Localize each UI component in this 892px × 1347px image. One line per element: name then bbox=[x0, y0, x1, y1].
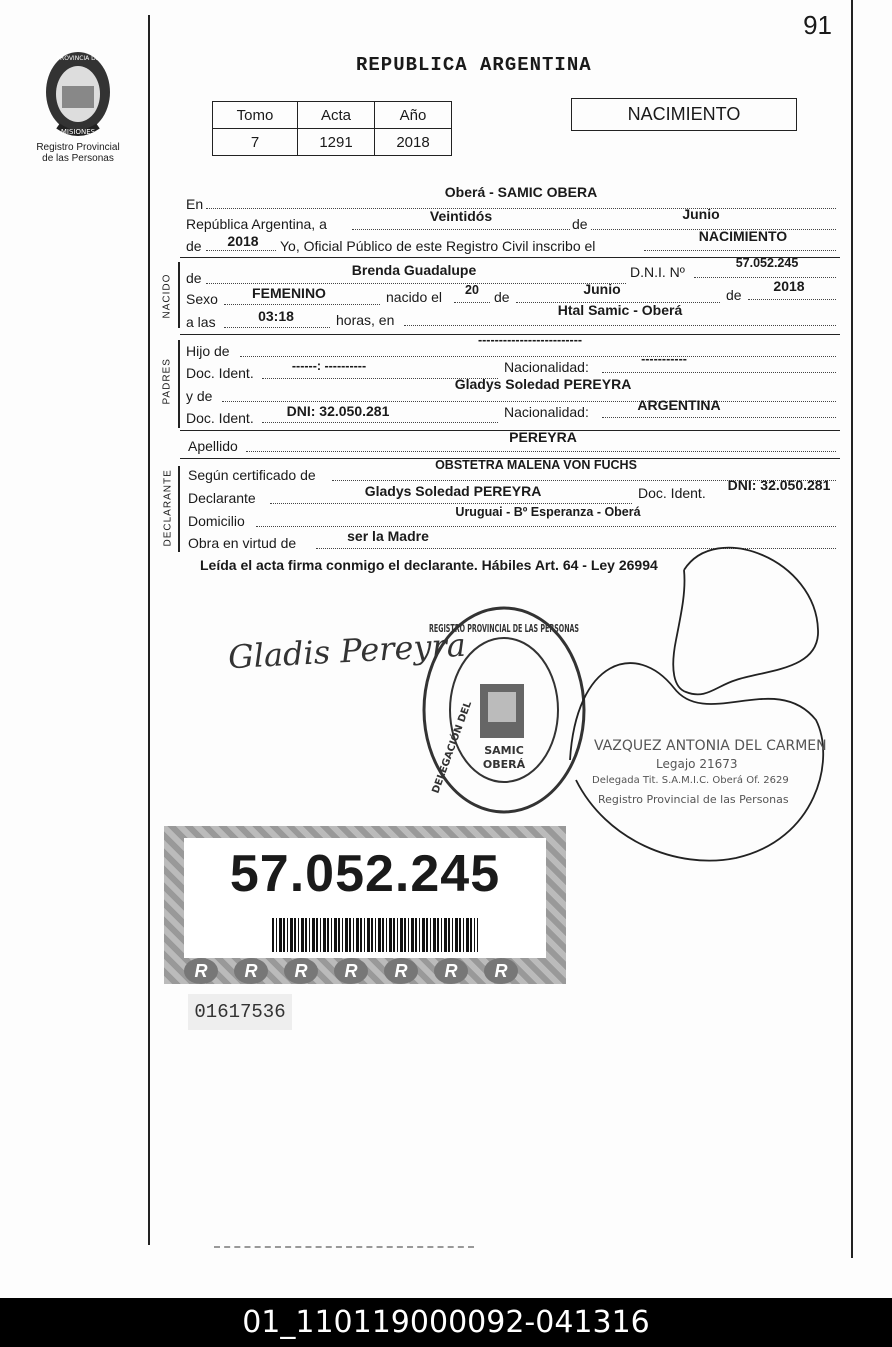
sexo-label: Sexo bbox=[186, 291, 218, 307]
father-nat-label: Nacionalidad: bbox=[504, 359, 589, 375]
certificado-label: Según certificado de bbox=[188, 467, 316, 483]
dni-value: 57.052.245 bbox=[735, 256, 799, 270]
r-emblem-icon: R bbox=[384, 958, 418, 984]
apellido-label: Apellido bbox=[188, 438, 238, 454]
seal-center-top: SAMIC bbox=[484, 744, 524, 757]
right-margin-line bbox=[851, 0, 853, 1258]
registry-table bbox=[212, 101, 452, 156]
father-doc-label: Doc. Ident. bbox=[186, 365, 254, 381]
bottom-dashes bbox=[214, 1246, 474, 1248]
obra-label: Obra en virtud de bbox=[188, 535, 297, 551]
logo-caption: Registro Provincial de las Personas bbox=[36, 142, 120, 164]
r-emblem-icon: R bbox=[284, 958, 318, 984]
acta-header: Acta bbox=[298, 102, 375, 129]
declarante-value: Gladys Soledad PEREYRA bbox=[364, 483, 542, 499]
anio-value: 2018 bbox=[375, 129, 452, 156]
tomo-value: 7 bbox=[213, 129, 298, 156]
seal-ring-left: DELEGACIÓN DEL bbox=[430, 699, 475, 796]
declarante-side-label: DECLARANTE bbox=[162, 469, 174, 547]
oficial-label: Yo, Oficial Público de este Registro Civil inscribo el bbox=[280, 238, 596, 254]
stamp-org: Registro Provincial de las Personas bbox=[598, 793, 789, 806]
hijo-de-label: Hijo de bbox=[186, 343, 230, 359]
acta-value: 1291 bbox=[298, 129, 375, 156]
dni-barcode-card bbox=[164, 826, 566, 984]
obra-value: ser la Madre bbox=[347, 528, 429, 544]
declarant-signature: Gladis Pereyra bbox=[227, 625, 467, 677]
mother-doc: DNI: 32.050.281 bbox=[286, 403, 390, 419]
de-label: de bbox=[572, 216, 588, 232]
day-value: Veintidós bbox=[429, 208, 493, 224]
stamp-legajo: Legajo 21673 bbox=[656, 757, 738, 771]
sexo-value: FEMENINO bbox=[252, 285, 326, 301]
logo-text-top: PROVINCIA DE bbox=[56, 55, 100, 62]
nacido-el-label: nacido el bbox=[386, 289, 443, 305]
closing-text: Leída el acta firma conmigo el declarante. Hábiles Art. 64 - Ley 26994 bbox=[200, 557, 658, 573]
province-logo bbox=[36, 46, 120, 140]
child-name: Brenda Guadalupe bbox=[351, 262, 477, 278]
a-las-label: a las bbox=[186, 314, 216, 330]
apellido-value: PEREYRA bbox=[509, 429, 577, 445]
place-value: Oberá - SAMIC OBERA bbox=[444, 184, 598, 200]
certificado-value: OBSTETRA MALENA VON FUCHS bbox=[435, 458, 637, 472]
seal-ring-top: REGISTRO PROVINCIAL DE LAS PERSONAS bbox=[429, 622, 580, 635]
dni-label: D.N.I. Nº bbox=[630, 264, 685, 280]
nacido-side-label: NACIDO bbox=[161, 273, 173, 319]
seal-center-bottom: OBERÁ bbox=[482, 758, 526, 771]
r-emblem-icon: R bbox=[234, 958, 268, 984]
footer-id: 01_110119000092-041316 bbox=[0, 1298, 892, 1347]
birth-month-value: Junio bbox=[583, 281, 621, 297]
tomo-header: Tomo bbox=[213, 102, 298, 129]
serial-number: 01617536 bbox=[188, 994, 292, 1030]
birth-day-value: 20 bbox=[465, 283, 479, 297]
mother-nat-label: Nacionalidad: bbox=[504, 404, 589, 420]
padres-side-label: PADRES bbox=[161, 358, 173, 405]
domicilio-label: Domicilio bbox=[188, 513, 245, 529]
declarante-label: Declarante bbox=[188, 490, 256, 506]
month-value: Junio bbox=[682, 206, 720, 222]
stamp-name: VAZQUEZ ANTONIA DEL CARMEN bbox=[594, 738, 827, 754]
page-number: 91 bbox=[803, 10, 832, 40]
document-type-box: NACIMIENTO bbox=[571, 98, 797, 131]
birth-year-value: 2018 bbox=[773, 278, 805, 294]
nacido-de-label: de bbox=[186, 270, 202, 286]
official-signature bbox=[566, 520, 826, 870]
declarante-doc: DNI: 32.050.281 bbox=[727, 477, 831, 493]
r-emblem-icon: R bbox=[334, 958, 368, 984]
year-value: 2018 bbox=[227, 233, 259, 249]
birth-place-value: Htal Samic - Oberá bbox=[557, 302, 683, 318]
r-emblem-icon: R bbox=[434, 958, 468, 984]
anio-header: Año bbox=[375, 102, 452, 129]
nacido-de3-label: de bbox=[726, 287, 742, 303]
republica-label: República Argentina, a bbox=[186, 216, 327, 232]
left-margin-line bbox=[148, 15, 150, 1245]
time-value: 03:18 bbox=[258, 308, 294, 324]
father-doc: ------: ---------- bbox=[291, 359, 367, 373]
y-de-label: y de bbox=[186, 388, 213, 404]
r-emblem-icon: R bbox=[184, 958, 218, 984]
barcode-bars bbox=[272, 918, 478, 952]
document-title: REPUBLICA ARGENTINA bbox=[356, 54, 592, 76]
de2-label: de bbox=[186, 238, 202, 254]
barcode-number: 57.052.245 bbox=[229, 845, 501, 903]
horas-label: horas, en bbox=[336, 312, 395, 328]
mother-nat: ARGENTINA bbox=[637, 397, 721, 413]
father-name: ------------------------- bbox=[477, 333, 583, 347]
father-nat: ----------- bbox=[641, 352, 687, 366]
declarante-doc-label: Doc. Ident. bbox=[638, 485, 706, 501]
nacido-de2-label: de bbox=[494, 289, 510, 305]
en-label: En bbox=[186, 196, 204, 212]
logo-text-bottom: MISIONES bbox=[60, 128, 96, 136]
mother-name: Gladys Soledad PEREYRA bbox=[454, 376, 632, 392]
mother-doc-label: Doc. Ident. bbox=[186, 410, 254, 426]
r-emblem-icon: R bbox=[484, 958, 518, 984]
stamp-cargo: Delegada Tit. S.A.M.I.C. Oberá Of. 2629 bbox=[592, 775, 789, 786]
domicilio-value: Uruguai - Bº Esperanza - Oberá bbox=[455, 505, 641, 519]
event-value: NACIMIENTO bbox=[698, 228, 788, 244]
official-seal bbox=[420, 604, 588, 818]
